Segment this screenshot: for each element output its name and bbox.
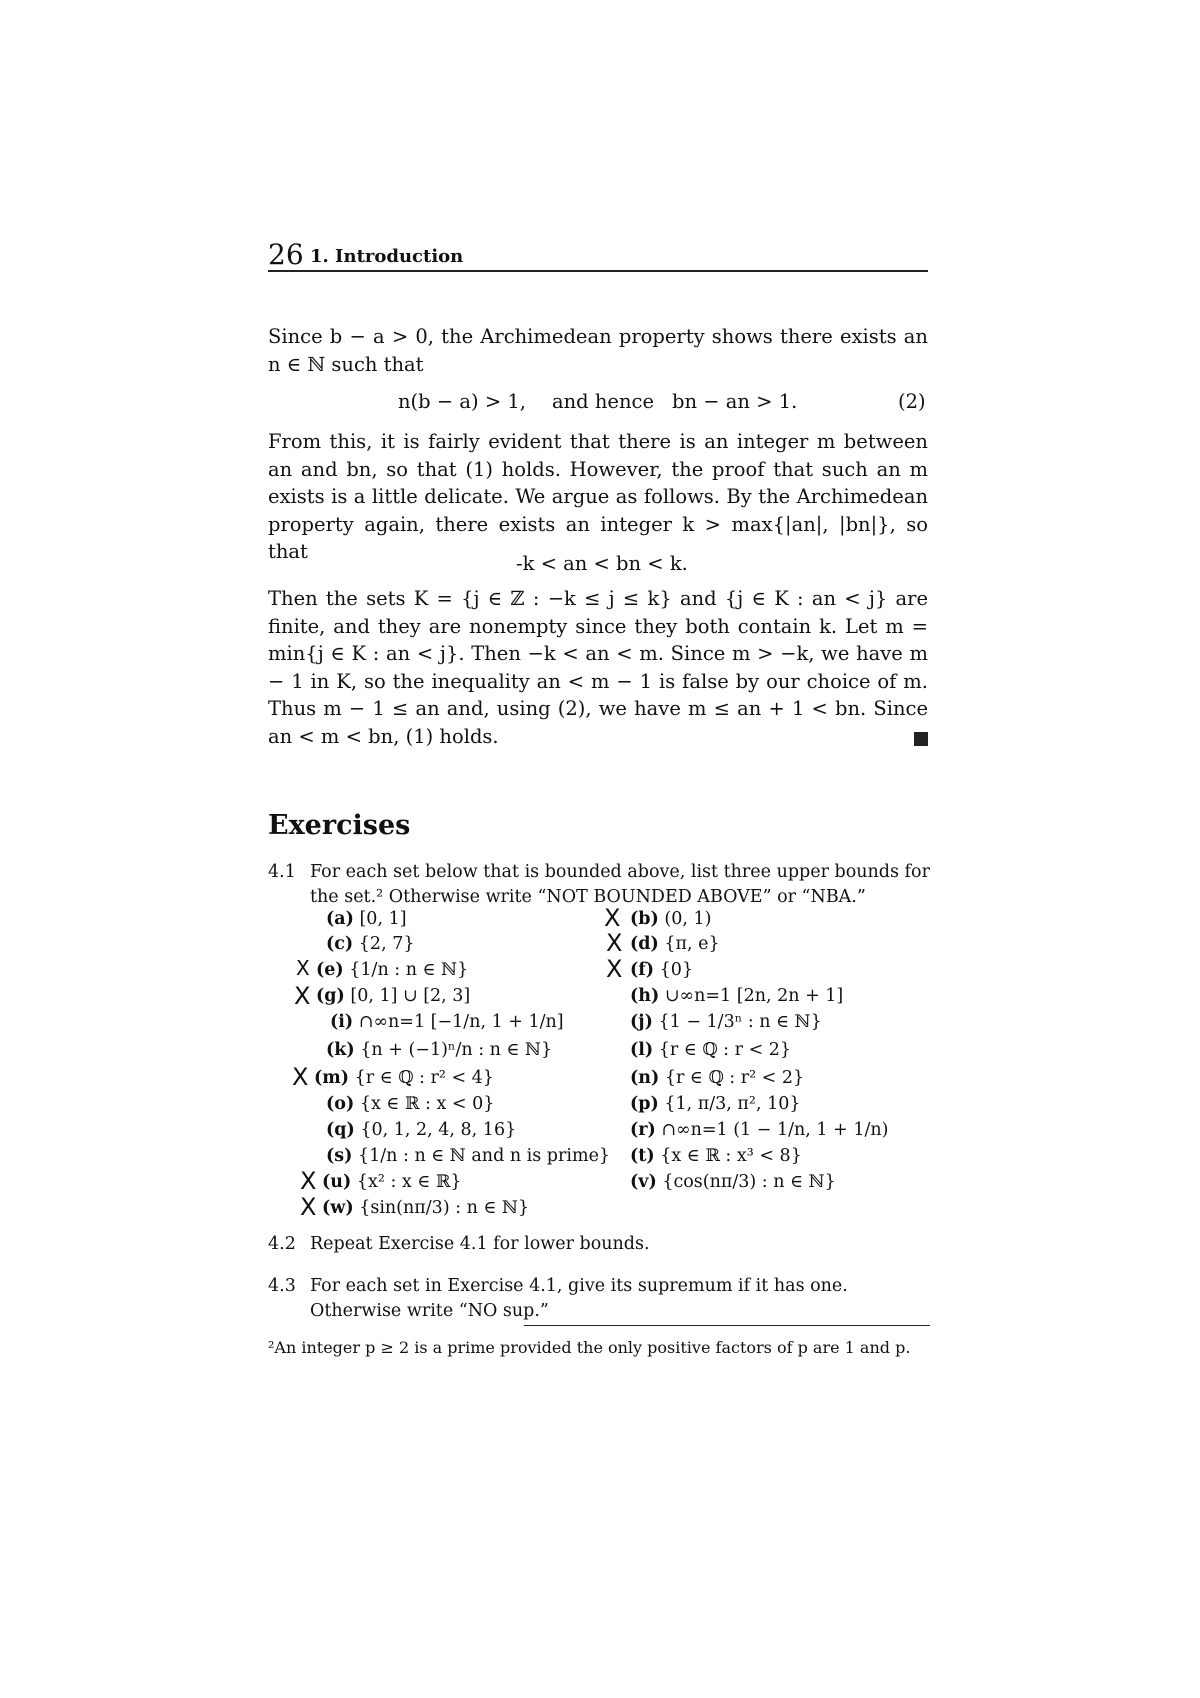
option-e: (e) {1/n : n ∈ ℕ} (316, 960, 469, 980)
option-u: (u) {x² : x ∈ ℝ} (322, 1172, 462, 1192)
option-o: (o) {x ∈ ℝ : x < 0} (326, 1094, 495, 1114)
equation-2-left: n(b − a) > 1, (398, 390, 526, 413)
exercises-heading: Exercises (268, 810, 411, 841)
equation-2-right: bn − an > 1. (672, 390, 798, 413)
option-g: (g) [0, 1] ∪ [2, 3] (316, 986, 471, 1006)
option-v: (v) {cos(nπ/3) : n ∈ ℕ} (630, 1172, 836, 1192)
handwritten-x-mark-b: X (604, 904, 621, 932)
option-i: (i) ∩∞n=1 [−1/n, 1 + 1/n] (330, 1012, 564, 1032)
handwritten-x-mark-u: X (300, 1167, 317, 1195)
qed-square (914, 732, 928, 746)
option-l: (l) {r ∈ ℚ : r < 2} (630, 1040, 792, 1060)
proof-paragraph-2: From this, it is fairly evident that there is an integer m between an and bn, so that (1) holds. However, the proof that such an m exists is a little delicate. We argue as follows. By the Archimedean property again, there exists an integer k > max{|an|, |bn|}, so that (268, 430, 928, 563)
exercise-number: 4.3 (268, 1276, 296, 1296)
handwritten-x-mark-d: X (606, 929, 623, 957)
inequality-display: -k < an < bn < k. (516, 552, 688, 575)
chapter-title: 1. Introduction (310, 246, 464, 267)
handwritten-x-mark-f: X (606, 955, 623, 983)
exercise-4-3 (268, 1274, 932, 1324)
handwritten-x-mark-e: X (296, 956, 310, 980)
option-b: (b) (0, 1) (630, 909, 712, 929)
footnote: ²An integer p ≥ 2 is a prime provided the only positive factors of p are 1 and p. (268, 1338, 911, 1357)
option-d: (d) {π, e} (630, 934, 720, 954)
option-c: (c) {2, 7} (326, 934, 415, 954)
option-r: (r) ∩∞n=1 (1 − 1/n, 1 + 1/n) (630, 1120, 889, 1140)
option-k: (k) {n + (−1)ⁿ/n : n ∈ ℕ} (326, 1040, 553, 1060)
option-f: (f) {0} (630, 960, 694, 980)
option-s: (s) {1/n : n ∈ ℕ and n is prime} (326, 1146, 611, 1166)
option-p: (p) {1, π/3, π², 10} (630, 1094, 801, 1114)
exercise-text: For each set in Exercise 4.1, give its supremum if it has one. Otherwise write “NO sup.” (310, 1276, 848, 1321)
handwritten-x-mark-g: X (294, 982, 311, 1010)
exercise-number: 4.2 (268, 1234, 296, 1254)
exercise-text: For each set below that is bounded above, list three upper bounds for the set.² Otherwise write “NOT BOUNDED ABOVE” or “NBA.” (310, 862, 930, 907)
proof-paragraph-1: Since b − a > 0, the Archimedean property shows there exists an n ∈ ℕ such that (268, 325, 928, 376)
handwritten-x-mark-w: X (300, 1193, 317, 1221)
option-j: (j) {1 − 1/3ⁿ : n ∈ ℕ} (630, 1012, 822, 1032)
equation-2-connector: and hence (552, 390, 654, 413)
option-w: (w) {sin(nπ/3) : n ∈ ℕ} (322, 1198, 530, 1218)
equation-number: (2) (898, 390, 926, 413)
footnote-rule (524, 1325, 930, 1326)
option-q: (q) {0, 1, 2, 4, 8, 16} (326, 1120, 517, 1140)
option-a: (a) [0, 1] (326, 909, 407, 929)
page-number: 26 (268, 238, 304, 271)
option-n: (n) {r ∈ ℚ : r² < 2} (630, 1068, 805, 1088)
exercise-text: Repeat Exercise 4.1 for lower bounds. (310, 1234, 650, 1254)
option-t: (t) {x ∈ ℝ : x³ < 8} (630, 1146, 802, 1166)
exercise-4-1 (268, 860, 932, 910)
option-h: (h) ∪∞n=1 [2n, 2n + 1] (630, 986, 844, 1006)
exercise-number: 4.1 (268, 862, 296, 882)
handwritten-x-mark-m: X (292, 1063, 309, 1091)
proof-paragraph-3: Then the sets K = {j ∈ ℤ : −k ≤ j ≤ k} and {j ∈ K : an < j} are finite, and they are nonempty since they both contain k. Let m = min{j ∈ K : an < j}. Then −k < an < m. Since m > −k, we have m − 1 in K, so the inequality an < m − 1 is false by our choice of m. Thus m − 1 ≤ an and, using (2), we have m ≤ an + 1 < bn. Since an < m < bn, (1) holds. (268, 587, 928, 748)
page-header (268, 238, 928, 272)
option-m: (m) {r ∈ ℚ : r² < 4} (314, 1068, 494, 1088)
